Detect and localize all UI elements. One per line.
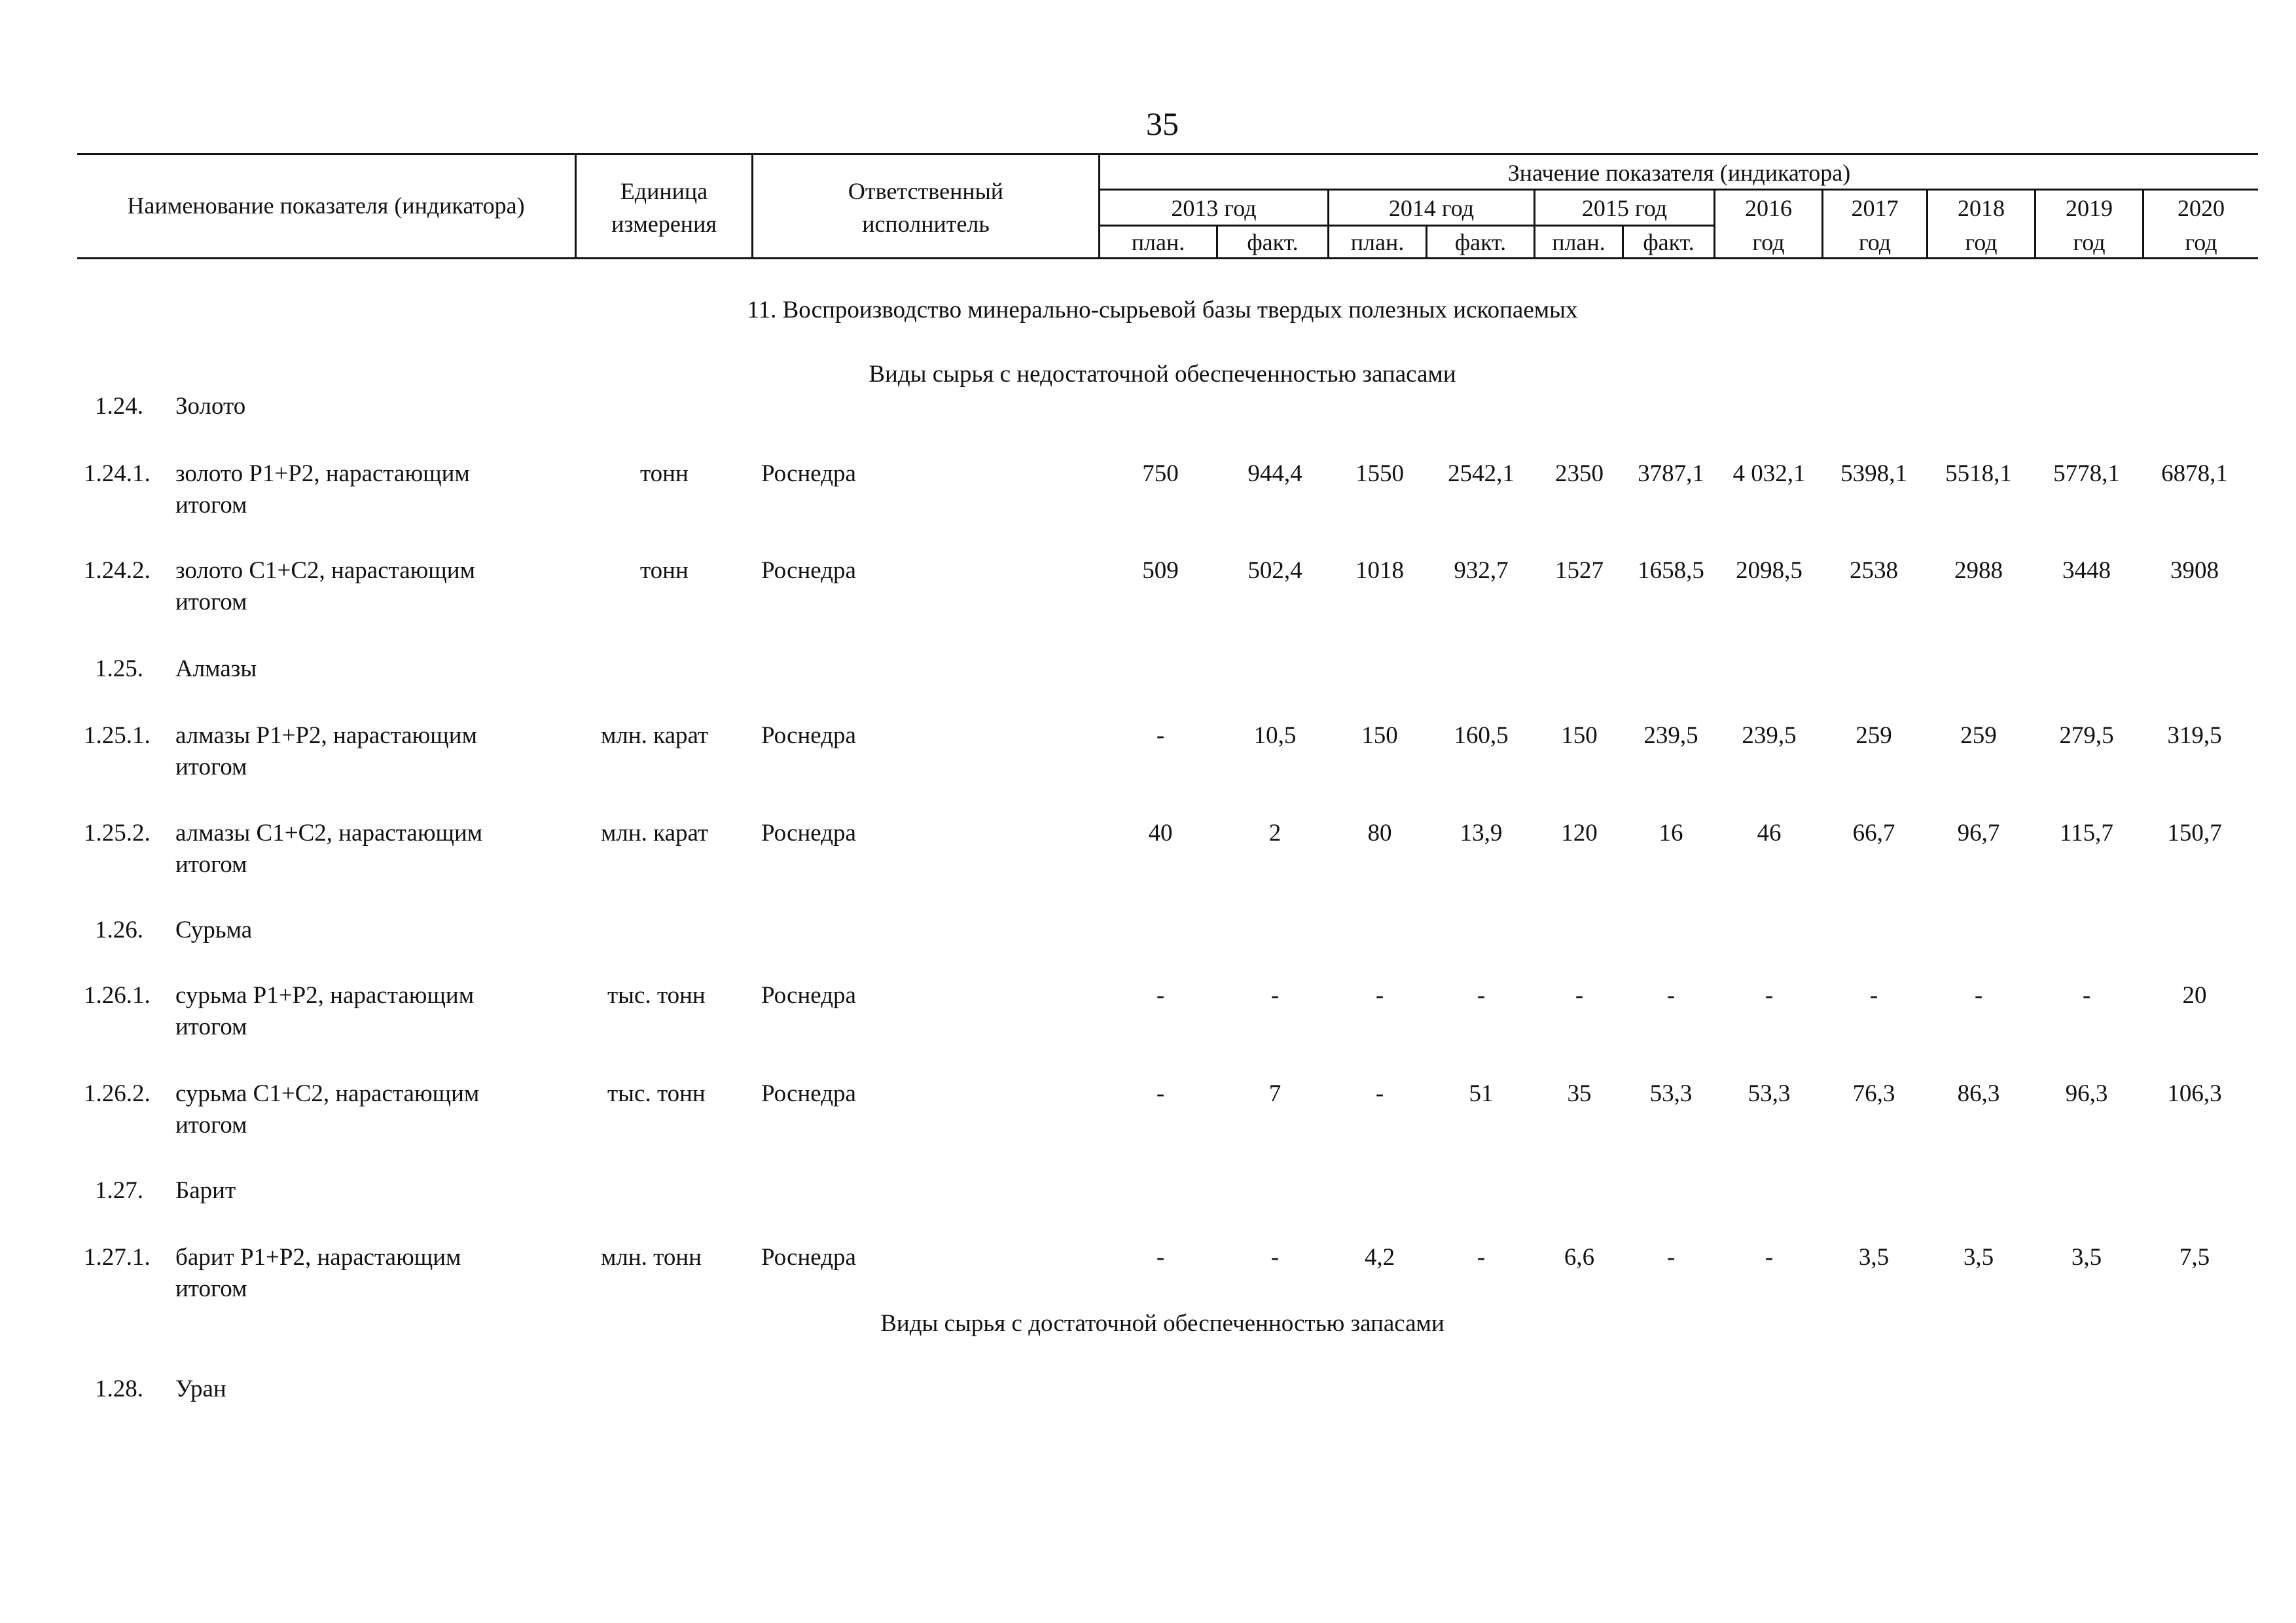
header-plan: план. xyxy=(1552,229,1605,255)
header-god: год xyxy=(2073,229,2106,255)
value-2013-plan: 509 xyxy=(1142,557,1179,584)
header-year-2020: 2020 xyxy=(2178,195,2225,221)
header-values-title: Значение показателя (индикатора) xyxy=(1507,160,1851,186)
subsection-sufficient: Виды сырья с достаточной обеспеченностью запасами xyxy=(880,1310,1444,1337)
row-name: золото С1+С2, нарастающим xyxy=(175,557,476,584)
value-2015-plan: - xyxy=(1575,982,1584,1009)
row-number: 1.25.1. xyxy=(84,722,151,749)
value-2013-fact: 944,4 xyxy=(1247,460,1302,487)
value-2019: 3448 xyxy=(2062,557,2111,584)
header-year-2017: 2017 xyxy=(1851,195,1899,221)
row-name-cont: итогом xyxy=(175,1275,247,1302)
group-number: 1.27. xyxy=(95,1177,143,1204)
row-name: золото Р1+Р2, нарастающим xyxy=(175,460,470,487)
value-2018: 5518,1 xyxy=(1945,460,2012,487)
value-2013-plan: - xyxy=(1156,1080,1165,1107)
value-2015-fact: - xyxy=(1666,1244,1676,1271)
header-god: год xyxy=(1965,229,1998,255)
row-name-cont: итогом xyxy=(175,589,247,615)
value-2015-fact: 53,3 xyxy=(1649,1080,1693,1107)
row-name: барит Р1+Р2, нарастающим xyxy=(175,1244,461,1271)
value-2013-plan: 40 xyxy=(1148,820,1173,847)
value-2014-fact: 51 xyxy=(1469,1080,1494,1107)
value-2016: 53,3 xyxy=(1748,1080,1791,1107)
value-2020: 106,3 xyxy=(2167,1080,2222,1107)
subsection-insufficient: Виды сырья с недостаточной обеспеченностью запасами xyxy=(869,361,1456,388)
row-responsible: Роснедра xyxy=(761,460,856,487)
value-2020: 3908 xyxy=(2170,557,2219,584)
header-year-2015: 2015 год xyxy=(1581,195,1668,221)
group-name: Золото xyxy=(175,393,246,420)
value-2020: 20 xyxy=(2182,982,2207,1009)
row-name-cont: итогом xyxy=(175,754,247,780)
value-2020: 7,5 xyxy=(2179,1244,2210,1271)
value-2015-fact: 239,5 xyxy=(1643,722,1698,749)
value-2020: 319,5 xyxy=(2167,722,2222,749)
value-2016: 46 xyxy=(1757,820,1782,847)
row-name-cont: итогом xyxy=(175,851,247,878)
value-2014-fact: 13,9 xyxy=(1460,820,1503,847)
header-resp-line2: исполнитель xyxy=(862,211,990,237)
value-2016: 4 032,1 xyxy=(1732,460,1806,487)
value-2014-plan: 1018 xyxy=(1355,557,1404,584)
value-2018: 3,5 xyxy=(1963,1244,1994,1271)
header-plan: план. xyxy=(1131,229,1185,255)
value-2017: 66,7 xyxy=(1852,820,1895,847)
value-2013-fact: 2 xyxy=(1268,820,1282,847)
value-2013-fact: - xyxy=(1270,1244,1280,1271)
value-2019: 3,5 xyxy=(2071,1244,2102,1271)
row-number: 1.25.2. xyxy=(84,820,151,847)
value-2017: 5398,1 xyxy=(1840,460,1907,487)
row-name: сурьма Р1+Р2, нарастающим xyxy=(175,982,475,1009)
row-number: 1.24.1. xyxy=(84,460,151,487)
value-2015-plan: 120 xyxy=(1561,820,1598,847)
header-fact: факт. xyxy=(1454,229,1507,255)
header-god: год xyxy=(1858,229,1892,255)
page-number: 35 xyxy=(1146,105,1179,142)
row-name-cont: итогом xyxy=(175,1013,247,1040)
row-unit: тонн xyxy=(640,557,689,584)
value-2017: - xyxy=(1869,982,1878,1009)
value-2015-plan: 1527 xyxy=(1555,557,1604,584)
header-fact: факт. xyxy=(1247,229,1299,255)
group-number: 1.24. xyxy=(95,393,143,420)
value-2015-fact: 16 xyxy=(1659,820,1683,847)
row-number: 1.26.2. xyxy=(84,1080,151,1107)
value-2015-fact: 1658,5 xyxy=(1638,557,1704,584)
value-2014-fact: 2542,1 xyxy=(1448,460,1515,487)
row-responsible: Роснедра xyxy=(761,1080,856,1107)
header-resp-line1: Ответственный xyxy=(848,178,1004,204)
value-2013-fact: 502,4 xyxy=(1247,557,1302,584)
value-2020: 6878,1 xyxy=(2161,460,2228,487)
value-2013-plan: - xyxy=(1156,982,1165,1009)
value-2013-fact: 10,5 xyxy=(1253,722,1297,749)
row-responsible: Роснедра xyxy=(761,722,856,749)
value-2014-plan: 4,2 xyxy=(1364,1244,1395,1271)
value-2019: 5778,1 xyxy=(2053,460,2120,487)
value-2018: 2988 xyxy=(1954,557,2003,584)
row-responsible: Роснедра xyxy=(761,820,856,847)
value-2014-fact: - xyxy=(1477,1244,1486,1271)
value-2018: 96,7 xyxy=(1957,820,2000,847)
value-2015-plan: 150 xyxy=(1561,722,1598,749)
row-responsible: Роснедра xyxy=(761,557,856,584)
header-year-2019: 2019 xyxy=(2066,195,2113,221)
header-values-rule xyxy=(1098,189,2258,191)
value-2017: 3,5 xyxy=(1858,1244,1890,1271)
value-2015-fact: - xyxy=(1666,982,1676,1009)
header-fact: факт. xyxy=(1643,229,1695,255)
value-2014-plan: - xyxy=(1375,1080,1384,1107)
value-2013-fact: 7 xyxy=(1268,1080,1282,1107)
row-responsible: Роснедра xyxy=(761,982,856,1009)
header-plan: план. xyxy=(1350,229,1405,255)
group-number: 1.25. xyxy=(95,655,143,682)
header-god: год xyxy=(2185,229,2217,255)
row-responsible: Роснедра xyxy=(761,1244,856,1271)
header-year-2016: 2016 xyxy=(1745,195,1792,221)
value-2018: 259 xyxy=(1960,722,1997,749)
value-2017: 2538 xyxy=(1850,557,1898,584)
header-year-2014: 2014 год xyxy=(1388,195,1475,221)
value-2019: 96,3 xyxy=(2065,1080,2108,1107)
value-2015-plan: 35 xyxy=(1567,1080,1592,1107)
value-2014-plan: 80 xyxy=(1367,820,1392,847)
group-name: Сурьма xyxy=(175,917,253,943)
value-2014-plan: - xyxy=(1375,982,1384,1009)
section-title: 11. Воспроизводство минерально-сырьевой базы твердых полезных ископаемых xyxy=(747,297,1578,323)
value-2018: - xyxy=(1974,982,1983,1009)
row-unit: млн. тонн xyxy=(601,1244,702,1271)
header-god: год xyxy=(1752,229,1785,255)
value-2016: 239,5 xyxy=(1742,722,1797,749)
value-2017: 76,3 xyxy=(1852,1080,1895,1107)
value-2020: 150,7 xyxy=(2167,820,2222,847)
value-2013-plan: - xyxy=(1156,1244,1165,1271)
value-2016: - xyxy=(1765,982,1774,1009)
header-unit-line2: измерения xyxy=(611,211,717,237)
value-2019: 115,7 xyxy=(2060,820,2113,847)
value-2014-plan: 1550 xyxy=(1355,460,1404,487)
row-name: сурьма С1+С2, нарастающим xyxy=(175,1080,480,1107)
group-name: Алмазы xyxy=(175,655,257,682)
value-2016: 2098,5 xyxy=(1736,557,1803,584)
row-number: 1.26.1. xyxy=(84,982,151,1009)
header-name-col: Наименование показателя (индикатора) xyxy=(127,192,525,219)
row-unit: тыс. тонн xyxy=(607,1080,706,1107)
value-2015-plan: 2350 xyxy=(1555,460,1604,487)
group-number: 1.28. xyxy=(95,1376,143,1402)
row-name: алмазы С1+С2, нарастающим xyxy=(175,820,483,847)
header-year-2013: 2013 год xyxy=(1171,195,1257,221)
row-number: 1.27.1. xyxy=(84,1244,151,1271)
row-unit: тонн xyxy=(640,460,689,487)
value-2013-plan: - xyxy=(1156,722,1165,749)
value-2014-fact: 160,5 xyxy=(1454,722,1509,749)
value-2015-plan: 6,6 xyxy=(1564,1244,1595,1271)
value-2019: - xyxy=(2082,982,2091,1009)
value-2016: - xyxy=(1765,1244,1774,1271)
header-unit-line1: Единица xyxy=(620,178,708,204)
group-number: 1.26. xyxy=(95,917,143,943)
row-name-cont: итогом xyxy=(175,492,247,519)
header-top-rule xyxy=(77,153,2258,155)
value-2013-plan: 750 xyxy=(1142,460,1179,487)
row-unit: млн. карат xyxy=(601,722,709,749)
value-2014-fact: 932,7 xyxy=(1454,557,1509,584)
value-2013-fact: - xyxy=(1270,982,1280,1009)
row-name: алмазы Р1+Р2, нарастающим xyxy=(175,722,478,749)
group-name: Уран xyxy=(175,1376,226,1402)
value-2014-plan: 150 xyxy=(1361,722,1398,749)
row-number: 1.24.2. xyxy=(84,557,151,584)
row-name-cont: итогом xyxy=(175,1112,247,1139)
row-unit: тыс. тонн xyxy=(607,982,706,1009)
group-name: Барит xyxy=(175,1177,236,1204)
value-2018: 86,3 xyxy=(1957,1080,2000,1107)
value-2017: 259 xyxy=(1856,722,1892,749)
row-unit: млн. карат xyxy=(601,820,709,847)
value-2019: 279,5 xyxy=(2059,722,2114,749)
header-year-2018: 2018 xyxy=(1958,195,2005,221)
value-2014-fact: - xyxy=(1477,982,1486,1009)
value-2015-fact: 3787,1 xyxy=(1638,460,1704,487)
